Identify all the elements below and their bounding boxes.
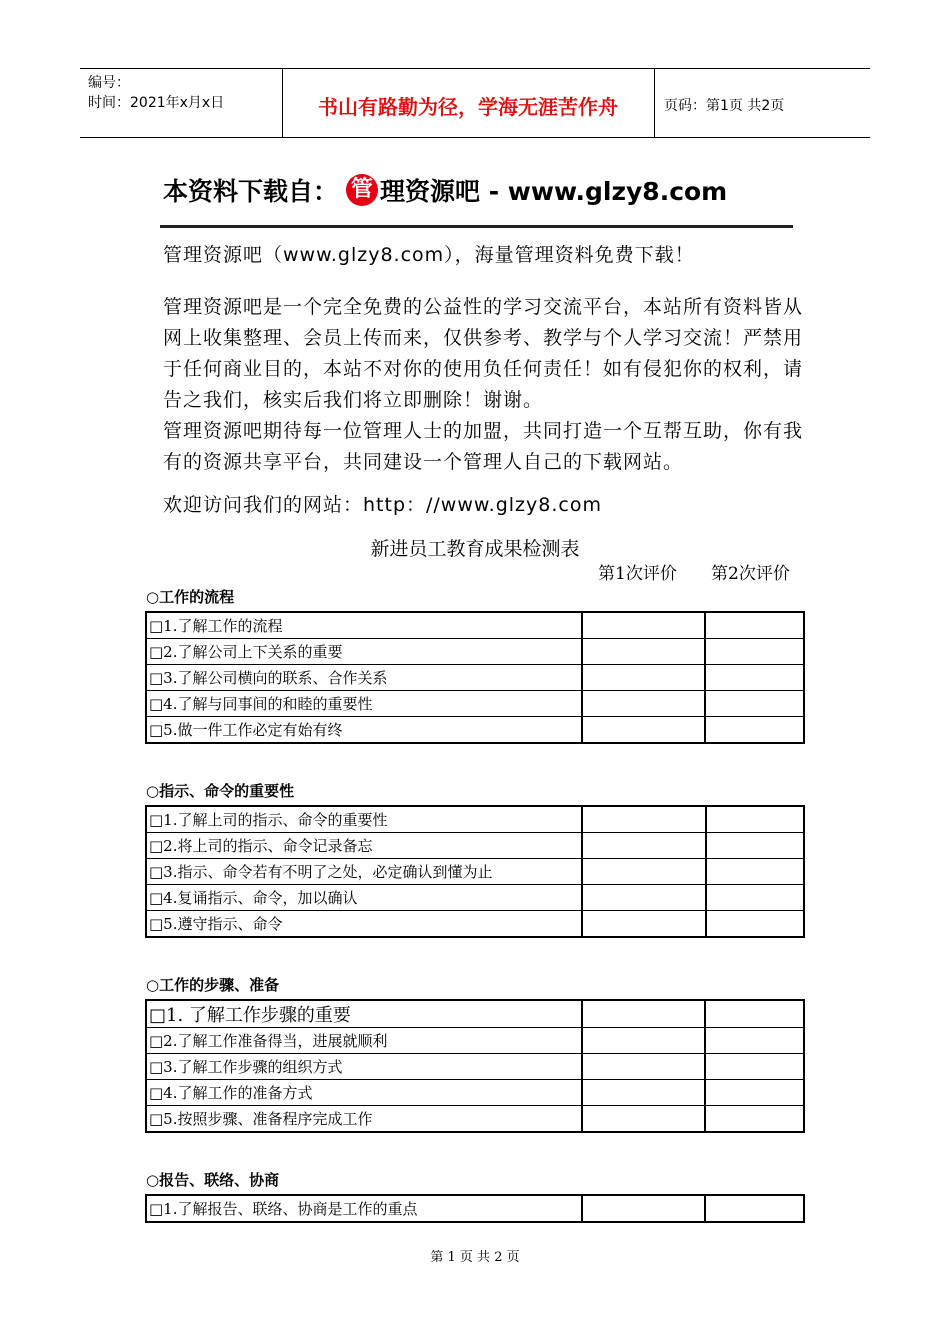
eval-1-cell[interactable]	[582, 1195, 705, 1222]
eval-1-cell[interactable]	[582, 1000, 705, 1028]
document-title: 新进员工教育成果检测表	[370, 538, 580, 560]
eval-1-cell[interactable]	[582, 1028, 705, 1054]
table-row	[146, 717, 804, 744]
banner-prefix: 本资料下载自：	[163, 177, 339, 206]
eval-1-cell[interactable]	[582, 717, 705, 744]
item-cell: □5.做一件工作必定有始有终	[146, 717, 582, 744]
header-divider	[654, 69, 655, 137]
table-row	[146, 911, 804, 938]
table-row	[146, 691, 804, 717]
eval-2-cell[interactable]	[706, 859, 804, 885]
eval-2-cell[interactable]	[705, 1106, 804, 1133]
section-title: ○工作的流程	[146, 588, 235, 606]
table-row	[146, 1000, 804, 1028]
eval-1-cell[interactable]	[582, 639, 705, 665]
eval-1-cell[interactable]	[582, 1106, 705, 1133]
item-cell: □4.了解工作的准备方式	[146, 1080, 582, 1106]
table-row	[146, 665, 804, 691]
item-cell: □2.了解公司上下关系的重要	[146, 639, 582, 665]
checklist-table	[145, 1194, 805, 1223]
table-row	[146, 885, 804, 911]
number-label: 编号：	[88, 75, 130, 91]
item-cell: □4.了解与同事间的和睦的重要性	[146, 691, 582, 717]
eval-2-cell[interactable]	[706, 885, 804, 911]
table-row	[146, 859, 804, 885]
eval-1-cell[interactable]	[582, 1080, 705, 1106]
item-cell: □1.了解报告、联络、协商是工作的重点	[146, 1195, 582, 1222]
document-header	[80, 68, 870, 138]
eval-2-cell[interactable]	[705, 665, 804, 691]
item-cell: □4.复诵指示、命令，加以确认	[146, 885, 582, 911]
header-page-info: 页码：第1页 共2页	[664, 98, 785, 114]
eval-2-cell[interactable]	[705, 717, 804, 744]
item-cell: □5.按照步骤、准备程序完成工作	[146, 1106, 582, 1133]
checklist-table	[145, 611, 805, 744]
item-cell: □3.了解公司横向的联系、合作关系	[146, 665, 582, 691]
item-cell: □1. 了解工作步骤的重要	[146, 1000, 582, 1028]
item-cell: □5.遵守指示、命令	[146, 911, 582, 938]
item-cell: □1.了解上司的指示、命令的重要性	[146, 806, 582, 833]
eval-2-cell[interactable]	[706, 833, 804, 859]
eval-1-cell[interactable]	[582, 806, 705, 833]
eval-2-cell[interactable]	[706, 911, 804, 938]
table-row	[146, 1054, 804, 1080]
checklist-table	[145, 805, 805, 938]
header-motto: 书山有路勤为径，学海无涯苦作舟	[318, 95, 618, 119]
table-row	[146, 833, 804, 859]
eval-2-cell[interactable]	[705, 639, 804, 665]
eval-2-cell[interactable]	[705, 1054, 804, 1080]
eval-1-cell[interactable]	[582, 911, 705, 938]
table-row	[146, 1106, 804, 1133]
eval-2-cell[interactable]	[705, 612, 804, 639]
eval-1-cell[interactable]	[582, 1054, 705, 1080]
eval-1-cell[interactable]	[582, 612, 705, 639]
table-row	[146, 612, 804, 639]
item-cell: □3.了解工作步骤的组织方式	[146, 1054, 582, 1080]
item-cell: □3.指示、命令若有不明了之处，必定确认到懂为止	[146, 859, 582, 885]
table-row	[146, 1195, 804, 1222]
header-meta	[88, 73, 224, 113]
eval-1-cell[interactable]	[582, 665, 705, 691]
eval-header-2: 第2次评价	[711, 564, 790, 584]
checklist-table	[145, 999, 805, 1133]
table-row	[146, 1080, 804, 1106]
logo-icon: 管	[346, 174, 378, 206]
intro-paragraph-3: 管理资源吧期待每一位管理人士的加盟，共同打造一个互帮互助，你有我有的资源共享平台，共同建设一个管理人自己的下载网站。	[163, 420, 804, 473]
intro-website: 欢迎访问我们的网站：http：//www.glzy8.com	[163, 494, 602, 516]
eval-2-cell[interactable]	[705, 1080, 804, 1106]
eval-2-cell[interactable]	[705, 1028, 804, 1054]
table-row	[146, 639, 804, 665]
banner-site: 理资源吧 - www.glzy8.com	[380, 177, 728, 206]
intro-paragraph-2: 管理资源吧是一个完全免费的公益性的学习交流平台，本站所有资料皆从网上收集整理、会员上传而来，仅供参考、教学与个人学习交流！严禁用于任何商业目的，本站不对你的使用负任何责任！如有侵犯你的权利，请告之我们，核实后我们将立即删除！谢谢。	[163, 296, 804, 411]
intro-paragraph-1: 管理资源吧（www.glzy8.com），海量管理资料免费下载！	[163, 244, 695, 266]
eval-2-cell[interactable]	[705, 1195, 804, 1222]
section-title: ○报告、联络、协商	[146, 1171, 280, 1189]
table-row	[146, 806, 804, 833]
download-banner	[163, 170, 727, 210]
eval-2-cell[interactable]	[705, 1000, 804, 1028]
eval-2-cell[interactable]	[705, 691, 804, 717]
item-cell: □2.了解工作准备得当，进展就顺利	[146, 1028, 582, 1054]
section-title: ○指示、命令的重要性	[146, 782, 295, 800]
eval-1-cell[interactable]	[582, 833, 705, 859]
time-label: 时间：2021年x月x日	[88, 95, 225, 111]
eval-header-1: 第1次评价	[598, 564, 677, 584]
banner-rule	[160, 225, 793, 228]
table-row	[146, 1028, 804, 1054]
page-footer: 第 1 页 共 2 页	[430, 1250, 520, 1265]
section-title: ○工作的步骤、准备	[146, 976, 280, 994]
eval-2-cell[interactable]	[706, 806, 804, 833]
item-cell: □2.将上司的指示、命令记录备忘	[146, 833, 582, 859]
item-cell: □1.了解工作的流程	[146, 612, 582, 639]
eval-1-cell[interactable]	[582, 885, 705, 911]
eval-1-cell[interactable]	[582, 859, 705, 885]
eval-1-cell[interactable]	[582, 691, 705, 717]
